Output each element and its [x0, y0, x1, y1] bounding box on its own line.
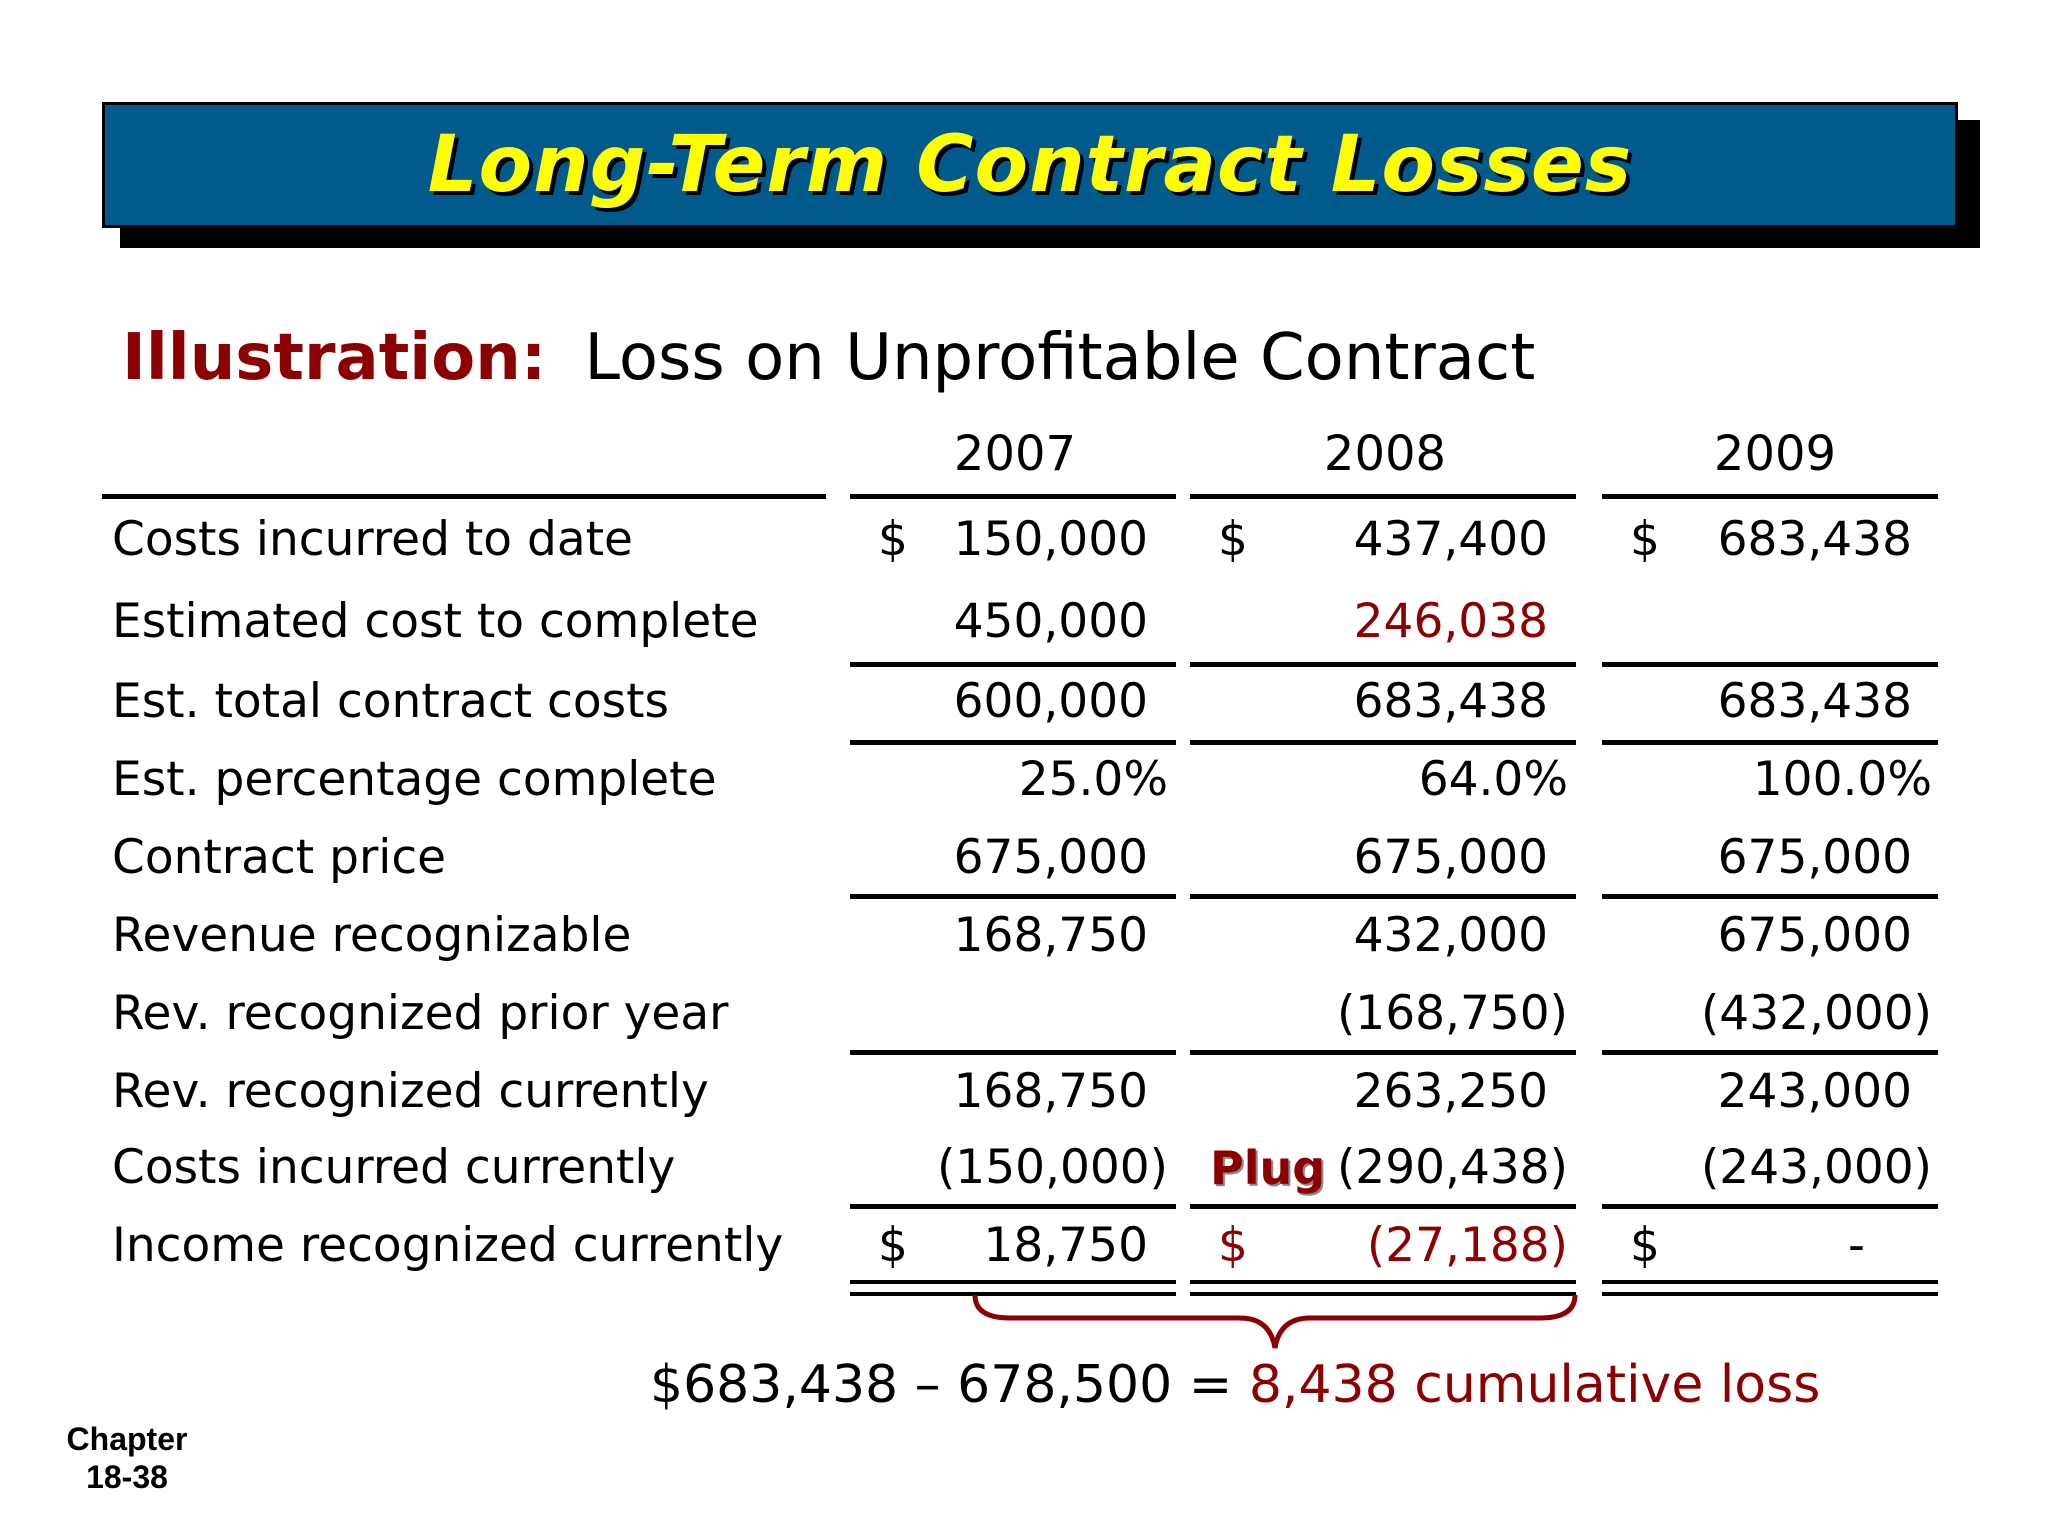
row-label: Est. total contract costs: [112, 674, 670, 729]
col2-double-rule-top: [1190, 1280, 1576, 1284]
row-label: Costs incurred currently: [112, 1140, 676, 1195]
cell-value: 168,750: [953, 1064, 1148, 1119]
slide-title: Long-Term Contract Losses: [427, 120, 1633, 210]
col2-header-rule: [1190, 494, 1576, 499]
cell-value: 432,000: [1353, 908, 1548, 963]
cell-value: 683,438: [1353, 674, 1548, 729]
col3-header-rule: [1602, 494, 1938, 499]
col2-rule: [1190, 894, 1576, 899]
cell-value: 243,000: [1717, 1064, 1912, 1119]
year-header-2008: 2008: [1323, 426, 1447, 482]
cell-value: 437,400: [1353, 512, 1548, 567]
col3-rule: [1602, 1050, 1938, 1055]
dollar-sign: $: [1630, 1218, 1660, 1273]
cell-value: 25.0%: [1018, 752, 1168, 807]
plug-label: Plug: [1210, 1141, 1326, 1195]
dollar-sign: $: [1630, 512, 1660, 567]
col1-subtotal-rule: [850, 662, 1176, 667]
cell-value: 263,250: [1353, 1064, 1548, 1119]
cell-value: 64.0%: [1418, 752, 1568, 807]
cell-value: 600,000: [953, 674, 1148, 729]
cell-value: -: [1848, 1218, 1865, 1273]
cell-value: 18,750: [983, 1218, 1148, 1273]
cell-value: (168,750): [1336, 986, 1568, 1041]
dollar-sign: $: [878, 1218, 908, 1273]
cell-value: (432,000): [1700, 986, 1932, 1041]
row-label: Rev. recognized prior year: [112, 986, 729, 1041]
cell-value: 675,000: [1353, 830, 1548, 885]
col2-rule: [1190, 1050, 1576, 1055]
cell-value: 683,438: [1717, 674, 1912, 729]
cell-value: 675,000: [1717, 908, 1912, 963]
row-label: Contract price: [112, 830, 447, 885]
col3-double-rule-bottom: [1602, 1292, 1938, 1296]
subtitle-lead: Illustration:: [122, 321, 547, 395]
year-header-2009: 2009: [1713, 426, 1837, 482]
cell-value-highlight: 246,038: [1353, 594, 1548, 649]
col1-rule: [850, 894, 1176, 899]
cell-value: 450,000: [953, 594, 1148, 649]
col1-rule: [850, 740, 1176, 745]
row-label: Rev. recognized currently: [112, 1064, 709, 1119]
subtitle-text: Loss on Unprofitable Contract: [584, 321, 1536, 395]
col3-total-rule: [1602, 1204, 1938, 1209]
row-label: Costs incurred to date: [112, 512, 633, 567]
cell-value: 100.0%: [1752, 752, 1932, 807]
col3-double-rule-top: [1602, 1280, 1938, 1284]
col1-double-rule-top: [850, 1280, 1176, 1284]
title-bar: [102, 102, 1958, 228]
col2-rule: [1190, 740, 1576, 745]
col3-subtotal-rule: [1602, 662, 1938, 667]
col3-rule: [1602, 740, 1938, 745]
cell-value: (290,438): [1336, 1140, 1568, 1195]
row-label: Income recognized currently: [112, 1218, 784, 1273]
subtitle: [122, 318, 1535, 398]
row-label: Revenue recognizable: [112, 908, 632, 963]
label-column-rule: [102, 494, 826, 499]
col1-total-rule: [850, 1204, 1176, 1209]
dollar-sign: $: [878, 512, 908, 567]
page-number: 18-38: [86, 1459, 168, 1495]
chapter-text: Chapter: [66, 1421, 188, 1457]
col1-rule: [850, 1050, 1176, 1055]
col1-header-rule: [850, 494, 1176, 499]
cell-value: 675,000: [953, 830, 1148, 885]
cell-value: (243,000): [1700, 1140, 1932, 1195]
row-label: Est. percentage complete: [112, 752, 717, 807]
cell-value: 675,000: [1717, 830, 1912, 885]
col2-subtotal-rule: [1190, 662, 1576, 667]
note-formula: $683,438 – 678,500 =: [650, 1355, 1233, 1415]
cumulative-loss-note: [650, 1350, 1820, 1420]
row-label: Estimated cost to complete: [112, 594, 759, 649]
col2-total-rule: [1190, 1204, 1576, 1209]
year-header-2007: 2007: [953, 426, 1077, 482]
chapter-label: [52, 1420, 202, 1496]
note-result: 8,438 cumulative loss: [1248, 1355, 1821, 1415]
dollar-sign: $: [1218, 512, 1248, 567]
dollar-sign: $: [1218, 1218, 1248, 1273]
cell-value: (150,000): [936, 1140, 1168, 1195]
cell-value: 683,438: [1717, 512, 1912, 567]
col3-rule: [1602, 894, 1938, 899]
cell-value-highlight: (27,188): [1366, 1218, 1568, 1273]
cell-value: 150,000: [953, 512, 1148, 567]
cell-value: 168,750: [953, 908, 1148, 963]
